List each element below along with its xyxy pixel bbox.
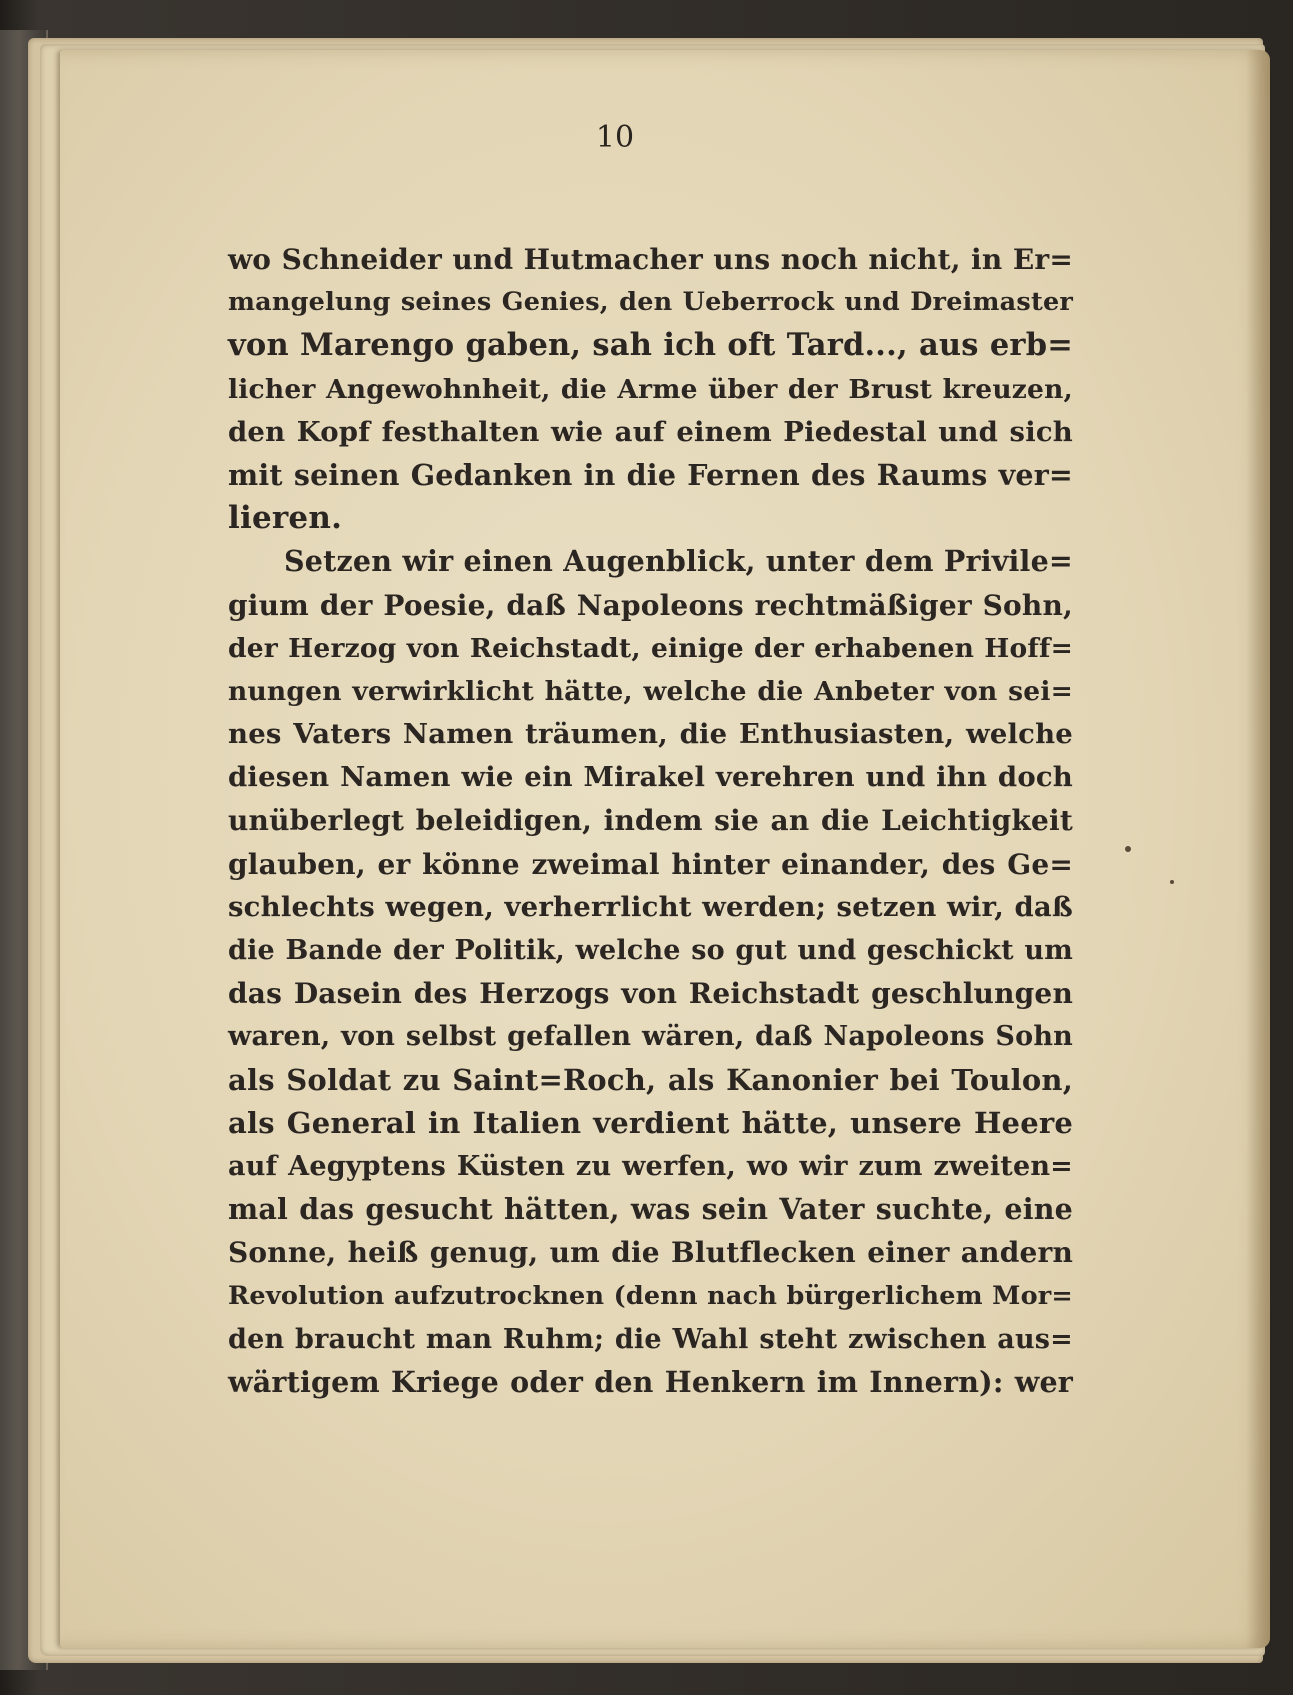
body-text [228, 238, 1073, 1404]
text-line: von Marengo gaben, sah ich oft Tard..., aus erb= [228, 327, 1073, 364]
text-line: waren, von selbst gefallen wären, daß Napoleons Sohn [228, 1021, 1073, 1053]
paper-speck [1125, 846, 1131, 852]
text-line: nungen verwirklicht hätte, welche die Anbeter von sei= [228, 675, 1073, 707]
text-line: wo Schneider und Hutmacher uns noch nicht, in Er= [228, 243, 1073, 276]
text-line: mangelung seines Genies, den Ueberrock und Dreimaster [228, 287, 1073, 318]
text-line: Sonne, heiß genug, um die Blutflecken einer andern [228, 1236, 1073, 1270]
text-line: wärtigem Kriege oder den Henkern im Innern): wer [228, 1364, 1073, 1399]
text-line: unüberlegt beleidigen, indem sie an die Leichtigkeit [228, 804, 1073, 838]
text-line: mal das gesucht hätten, was sein Vater suchte, eine [228, 1192, 1073, 1227]
paper-speck [1170, 880, 1174, 884]
text-line: diesen Namen wie ein Mirakel verehren und ihn doch [228, 761, 1073, 794]
text-line: glauben, er könne zweimal hinter einander, des Ge= [228, 847, 1073, 881]
text-line: den braucht man Ruhm; die Wahl steht zwischen aus= [228, 1323, 1073, 1355]
text-line: auf Aegyptens Küsten zu werfen, wo wir zum zweiten= [228, 1150, 1073, 1182]
text-line: gium der Poesie, daß Napoleons rechtmäßiger Sohn, [228, 588, 1073, 622]
text-line: schlechts wegen, verherrlicht werden; setzen wir, daß [228, 890, 1073, 923]
text-line: als General in Italien verdient hätte, unsere Heere [228, 1105, 1073, 1140]
text-line: licher Angewohnheit, die Arme über der Brust kreuzen, [228, 373, 1073, 405]
text-line: mit seinen Gedanken in die Fernen des Raums ver= [228, 457, 1073, 492]
page-gutter-shadow [1246, 50, 1270, 1648]
text-line: nes Vaters Namen träumen, die Enthusiasten, welche [228, 718, 1073, 751]
text-line: als Soldat zu Saint=Roch, als Kanonier bei Toulon, [228, 1062, 1073, 1097]
text-line: Setzen wir einen Augenblick, unter dem Privile= [284, 544, 1073, 579]
text-line: lieren. [228, 500, 343, 537]
text-line: die Bande der Politik, welche so gut und geschickt um [228, 935, 1073, 966]
text-line: Revolution aufzutrocknen (denn nach bürgerlichem Mor= [228, 1280, 1073, 1311]
text-line: das Dasein des Herzogs von Reichstadt geschlungen [228, 977, 1073, 1011]
text-line: der Herzog von Reichstadt, einige der erhabenen Hoff= [228, 632, 1073, 664]
page-number: 10 [595, 120, 635, 155]
text-line: den Kopf festhalten wie auf einem Piedestal und sich [228, 415, 1073, 448]
